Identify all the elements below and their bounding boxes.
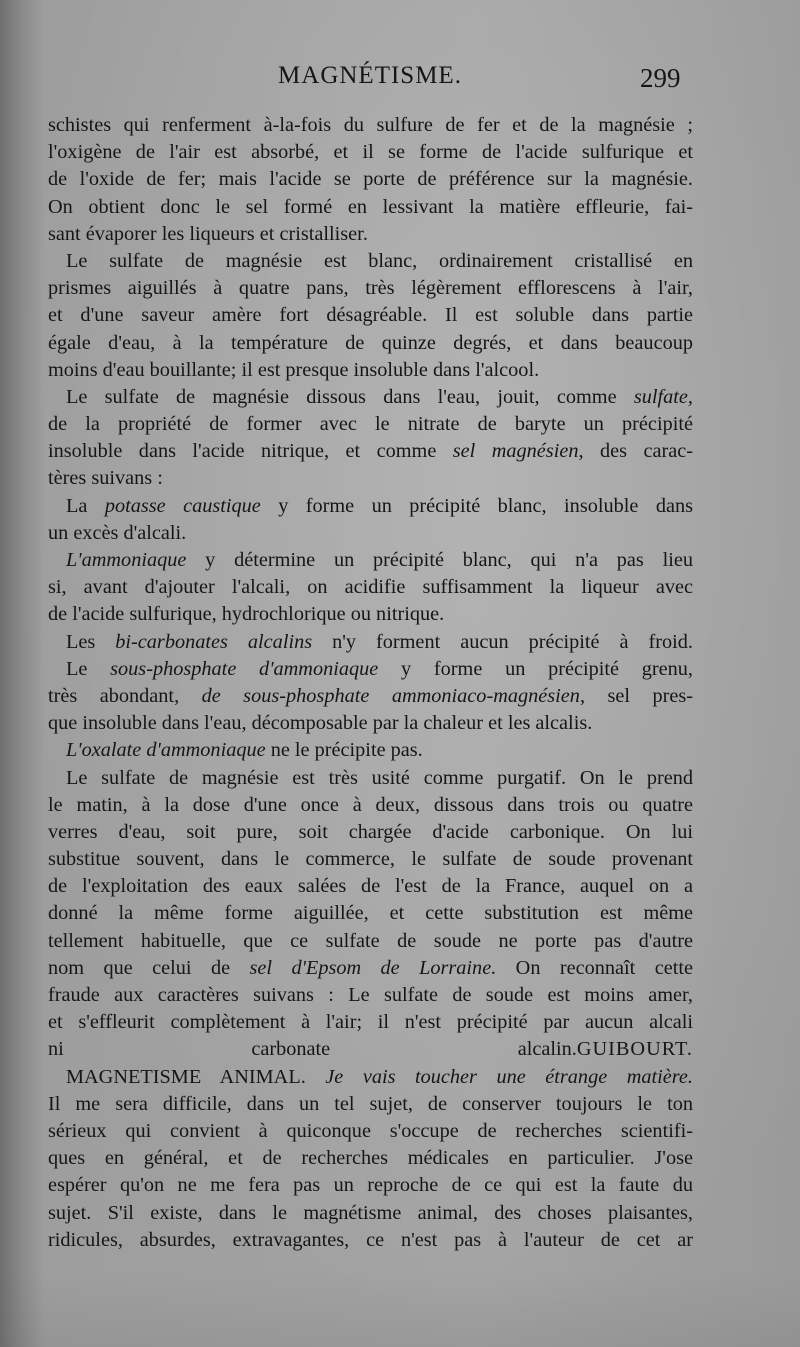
- text-line: substitue souvent, dans le commerce, le sulfate de soude provenant: [48, 848, 693, 871]
- italic-term: potasse caustique: [104, 494, 261, 517]
- italic-term: sous-phosphate d'ammoniaque: [110, 657, 379, 680]
- text-line: fraude aux caractères suivans : Le sulfate de soude est moins amer,: [48, 984, 693, 1006]
- text-line: de l'oxide de fer; mais l'acide se porte de préférence sur la magnésie.: [48, 168, 693, 191]
- text-line: [48, 683, 693, 710]
- text-line: [48, 547, 693, 574]
- body-text: [48, 112, 693, 1254]
- italic-term: sel magnésien: [452, 440, 579, 463]
- page-header: [0, 62, 800, 96]
- text-line: Le sulfate de magnésie est très usité comme purgatif. On le prend: [66, 766, 693, 789]
- text-run: y forme un précipité blanc, insoluble dans: [260, 494, 693, 517]
- text-line: de l'acide sulfurique, hydrochlorique ou nitrique.: [48, 603, 445, 626]
- text-line: ridicules, absurdes, extravagantes, ce n'est pas à l'auteur de cet ar: [48, 1228, 693, 1251]
- text-line: sujet. S'il existe, dans le magnétisme animal, des choses plaisantes,: [48, 1201, 693, 1224]
- text-line: Il me sera difficile, dans un tel sujet, de conserver toujours le ton: [48, 1092, 693, 1115]
- text-run: Le sulfate de magnésie dissous dans l'eau, jouit, comme: [66, 385, 634, 408]
- text-line: [48, 1036, 693, 1063]
- text-line: prismes aiguillés à quatre pans, très légèrement efflorescens à l'air,: [48, 277, 693, 300]
- italic-term: sulfate,: [633, 385, 693, 408]
- text-run: , des carac-: [578, 440, 693, 463]
- italic-term: L'ammoniaque: [66, 549, 187, 571]
- text-run: ni carbonate alcalin.: [48, 1038, 577, 1061]
- text-line: [48, 384, 693, 411]
- text-line: ques en général, et de recherches médicales en particulier. J'ose: [48, 1147, 693, 1170]
- text-run: , sel pres-: [579, 684, 693, 707]
- entry-heading: MAGNETISME ANIMAL.: [66, 1065, 326, 1088]
- text-line: sant évaporer les liqueurs et cristalliser.: [48, 222, 368, 245]
- text-line: l'oxigène de l'air est absorbé, et il se forme de l'acide sulfurique et: [48, 141, 693, 164]
- text-line: et d'une saveur amère fort désagréable. Il est soluble dans partie: [48, 304, 693, 327]
- text-run: Le: [66, 657, 111, 680]
- text-run: y forme un précipité grenu,: [378, 657, 693, 680]
- italic-term: Je vais toucher une étrange matière.: [325, 1065, 693, 1088]
- running-title: MAGNÉTISME.: [278, 62, 462, 89]
- text-line: [48, 1064, 693, 1091]
- text-run: insoluble dans l'acide nitrique, et comme: [48, 440, 453, 463]
- italic-term: de sous-phosphate ammoniaco-magnésien: [201, 684, 580, 707]
- italic-term: sel d'Epsom de Lorraine.: [249, 956, 497, 979]
- text-run: nom que celui de: [48, 956, 250, 979]
- text-line: de l'exploitation des eaux salées de l'est de la France, auquel on a: [48, 875, 693, 898]
- text-run: y détermine un précipité blanc, qui n'a pas lieu: [186, 549, 693, 571]
- text-line: [48, 493, 693, 520]
- text-line: que insoluble dans l'eau, décomposable par la chaleur et les alcalis.: [48, 712, 593, 735]
- text-line: Le sulfate de magnésie est blanc, ordinairement cristallisé en: [66, 249, 693, 272]
- text-line: si, avant d'ajouter l'alcali, on acidifie suffisamment la liqueur avec: [48, 576, 693, 599]
- text-line: [48, 955, 693, 982]
- text-line: [48, 656, 693, 683]
- text-run: On reconnaît cette: [496, 956, 693, 979]
- text-line: un excès d'alcali.: [48, 521, 187, 544]
- text-line: [48, 629, 693, 656]
- text-line: [48, 737, 693, 764]
- text-line: le matin, à la dose d'une once à deux, dissous dans trois ou quatre: [48, 793, 693, 816]
- text-run: très abondant,: [48, 684, 202, 707]
- text-line: de la propriété de former avec le nitrate de baryte un précipité: [48, 413, 693, 436]
- text-line: moins d'eau bouillante; il est presque insoluble dans l'alcool.: [48, 358, 540, 381]
- italic-term: L'oxalate d'ammoniaque: [66, 739, 266, 762]
- page-number: 299: [640, 63, 681, 93]
- text-run: n'y forment aucun précipité à froid.: [312, 630, 693, 653]
- italic-term: bi-carbonates alcalins: [115, 630, 313, 653]
- text-run: La: [66, 494, 105, 517]
- author-signature: GUIBOURT.: [576, 1038, 693, 1061]
- text-line: égale d'eau, à la température de quinze degrés, et dans beaucoup: [48, 331, 693, 354]
- text-line: tellement habituelle, que ce sulfate de soude ne porte pas d'autre: [48, 929, 693, 952]
- text-line: sérieux qui convient à quiconque s'occupe de recherches scientifi-: [48, 1119, 693, 1142]
- text-run: Les: [66, 630, 116, 653]
- text-line: schistes qui renferment à-la-fois du sulfure de fer et de la magnésie ;: [48, 114, 693, 136]
- text-line: verres d'eau, soit pure, soit chargée d'acide carbonique. On lui: [48, 820, 693, 843]
- text-line: donné la même forme aiguillée, et cette substitution est même: [48, 902, 693, 925]
- text-run: ne le précipite pas.: [265, 739, 423, 762]
- text-line: tères suivans :: [48, 467, 163, 490]
- text-line: On obtient donc le sel formé en lessivant la matière effleurie, fai-: [48, 195, 693, 218]
- text-line: espérer qu'on ne me fera pas un reproche de ce qui est la faute du: [48, 1174, 693, 1197]
- text-line: [48, 438, 693, 465]
- page-shadow: [0, 1270, 800, 1347]
- text-line: et s'effleurit complètement à l'air; il n'est précipité par aucun alcali: [48, 1011, 693, 1034]
